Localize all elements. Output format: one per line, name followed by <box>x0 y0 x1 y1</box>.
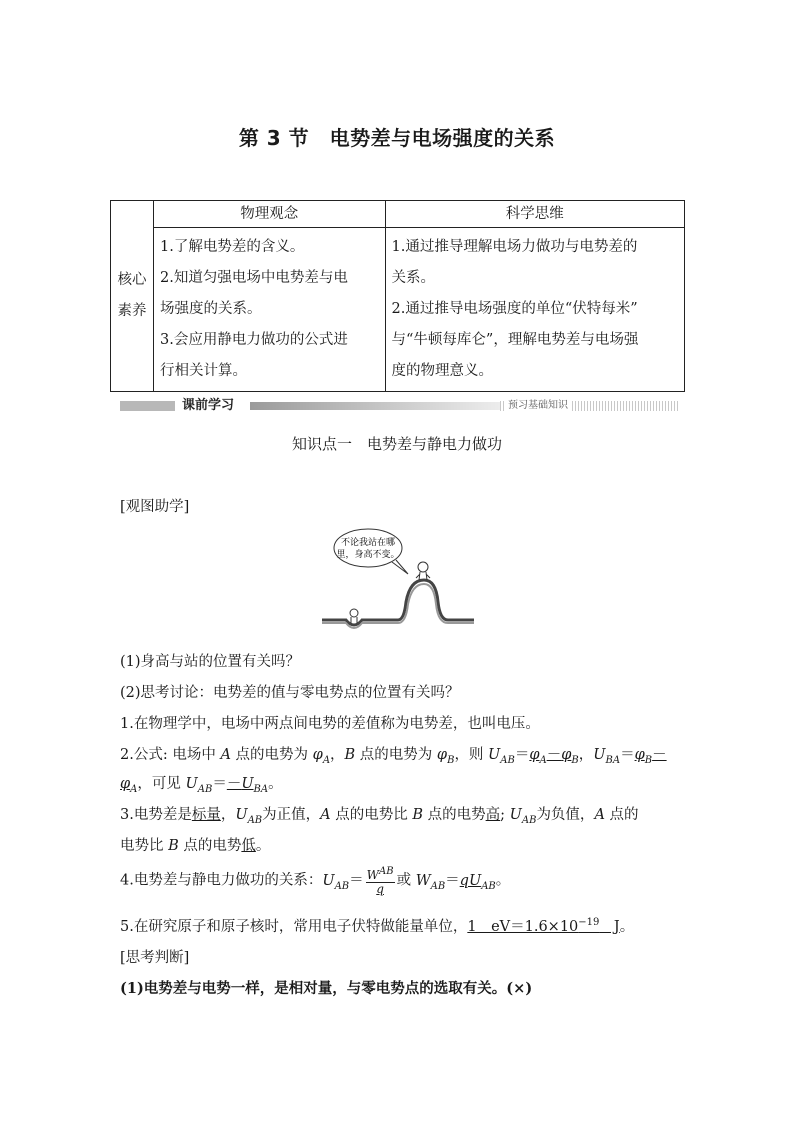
speech-text: 里，身高不变。 <box>336 550 400 560</box>
cell-line: 2.通过推导电场强度的单位“伏特每米” <box>391 301 638 317</box>
height-illustration <box>318 522 478 637</box>
section-judge-label: [思考判断] <box>120 950 190 966</box>
cell-line: 关系。 <box>391 270 435 286</box>
table-lead-cell <box>111 201 154 392</box>
cell-line: 与“牛顿每库仑”，理解电势差与电场强 <box>391 332 639 348</box>
question-1: (1)身高与站的位置有关吗？ <box>120 654 301 670</box>
core-literacy-table <box>110 200 685 392</box>
cell-line: 3.会应用静电力做功的公式进 <box>160 332 348 348</box>
cell-line: 场强度的关系。 <box>160 301 262 317</box>
section-guide-label: [观图助学] <box>120 499 190 515</box>
lead-line: 核心 <box>117 272 147 288</box>
cell-line: 1.了解电势差的含义。 <box>160 239 305 255</box>
judge-item-1: (1)电势差与电势一样，是相对量，与零电势点的选取有关。(×) <box>120 980 533 997</box>
banner-label: 课前学习 <box>182 398 235 413</box>
cell-line: 行相关计算。 <box>160 363 247 379</box>
lead-line: 素养 <box>117 303 147 319</box>
small-figure-icon <box>350 609 358 623</box>
banner-bar <box>250 402 520 410</box>
item-3-line-2: 电势比 B 点的电势低。 <box>120 838 271 854</box>
page-title: 第 3 节 电势差与电场强度的关系 <box>238 126 556 150</box>
section-banner <box>120 398 680 414</box>
fraction: $\frac{W^{AB}}{q}$ <box>366 866 394 896</box>
speech-text: 不论我站在哪 <box>340 538 396 548</box>
banner-bar <box>120 401 175 411</box>
item-3-line-1: 3.电势差是标量，$U_{AB}$为正值，A 点的电势比 B 点的电势高; $U_{AB}$为负值，A 点的 <box>120 807 639 826</box>
knowledge-point-heading: 知识点一 电势差与静电力做功 <box>291 435 502 453</box>
item-2-line-1: 2.公式: 电场中 A 点的电势为 $\varphi_A$，B 点的电势为 $\varphi_B$，则 $U_{AB}=\varphi_A-\varphi_B$，$U_{BA}=\varphi_B-$ <box>120 747 667 766</box>
cell-line: 度的物理意义。 <box>391 363 493 379</box>
figure-on-hill-icon <box>416 562 430 580</box>
cell-line: 2.知道匀强电场中电势差与电 <box>160 270 348 286</box>
banner-hint: 预习基础知识 <box>505 398 571 414</box>
cell-line: 1.通过推导理解电场力做功与电势差的 <box>391 239 638 255</box>
item-4: 4.电势差与静电力做功的关系：$U_{AB}=$ $\frac{W^{AB}}{q}$ 或 $W_{AB}=qU_{AB}$。 <box>120 866 511 896</box>
item-5: 5.在研究原子和原子核时，常用电子伏特做能量单位，1 $eV=1.6\times 10^{-19}$ J。 <box>120 917 635 935</box>
physics-concept-cell <box>154 228 386 392</box>
col-header-physics-concept: 物理观念 <box>154 201 386 228</box>
item-2-line-2: $\varphi_A$，可见 $U_{AB}=-U_{BA}$。 <box>120 776 283 795</box>
scientific-thinking-cell <box>385 228 685 392</box>
col-header-scientific-thinking: 科学思维 <box>385 201 685 228</box>
item-1: 1.在物理学中，电场中两点间电势的差值称为电势差，也叫电压。 <box>120 716 540 732</box>
question-2: (2)思考讨论：电势差的值与零电势点的位置有关吗？ <box>120 685 460 701</box>
